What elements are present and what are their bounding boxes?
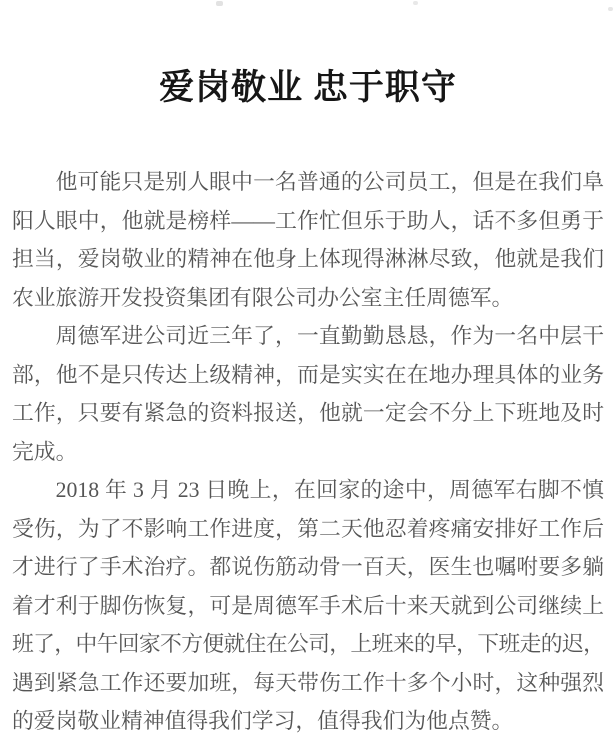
text-line: 才进行了手术治疗。都说伤筋动骨一百天，医生也嘱咐要多躺 <box>12 555 604 579</box>
text-line: 的爱岗敬业精神值得我们学习，值得我们为他点赞。 <box>12 709 514 733</box>
paragraph-intro <box>12 163 604 317</box>
paragraph-work-ethic <box>12 317 604 471</box>
text-line: 遇到紧急工作还要加班，每天带伤工作十多个小时，这种强烈 <box>12 670 604 695</box>
text-line: 完成。 <box>12 439 78 464</box>
text-line: 农业旅游开发投资集团有限公司办公室主任周德军。 <box>12 285 514 310</box>
document-title: 爱岗敬业 忠于职守 <box>159 68 457 107</box>
text-line: 工作，只要有紧急的资料报送，他就一定会不分上下班地及时 <box>12 401 604 425</box>
text-line: 周德军进公司近三年了，一直勤勤恳恳，作为一名中层干 <box>55 324 604 348</box>
scan-artifact <box>216 1 223 6</box>
text-line: 2018 年 3 月 23 日晚上，在回家的途中，周德军右脚不慎 <box>55 478 604 502</box>
scan-artifact <box>413 1 418 5</box>
text-line: 他可能只是别人眼中一名普通的公司员工，但是在我们阜 <box>55 170 604 194</box>
text-line: 阳人眼中，他就是榜样——工作忙但乐于助人，话不多但勇于 <box>12 208 604 233</box>
text-line: 受伤，为了不影响工作进度，第二天他忍着疼痛安排好工作后 <box>12 516 604 541</box>
text-line: 着才利于脚伤恢复，可是周德军手术后十来天就到公司继续上 <box>12 593 604 618</box>
text-line: 班了，中午回家不方便就住在公司，上班来的早，下班走的迟， <box>12 632 604 656</box>
document-body <box>12 163 604 741</box>
text-line: 担当，爱岗敬业的精神在他身上体现得淋淋尽致，他就是我们 <box>12 247 604 271</box>
scan-artifact <box>608 7 613 11</box>
paragraph-injury-story <box>12 471 604 741</box>
text-line: 部，他不是只传达上级精神，而是实实在在地办理具体的业务 <box>12 362 604 387</box>
